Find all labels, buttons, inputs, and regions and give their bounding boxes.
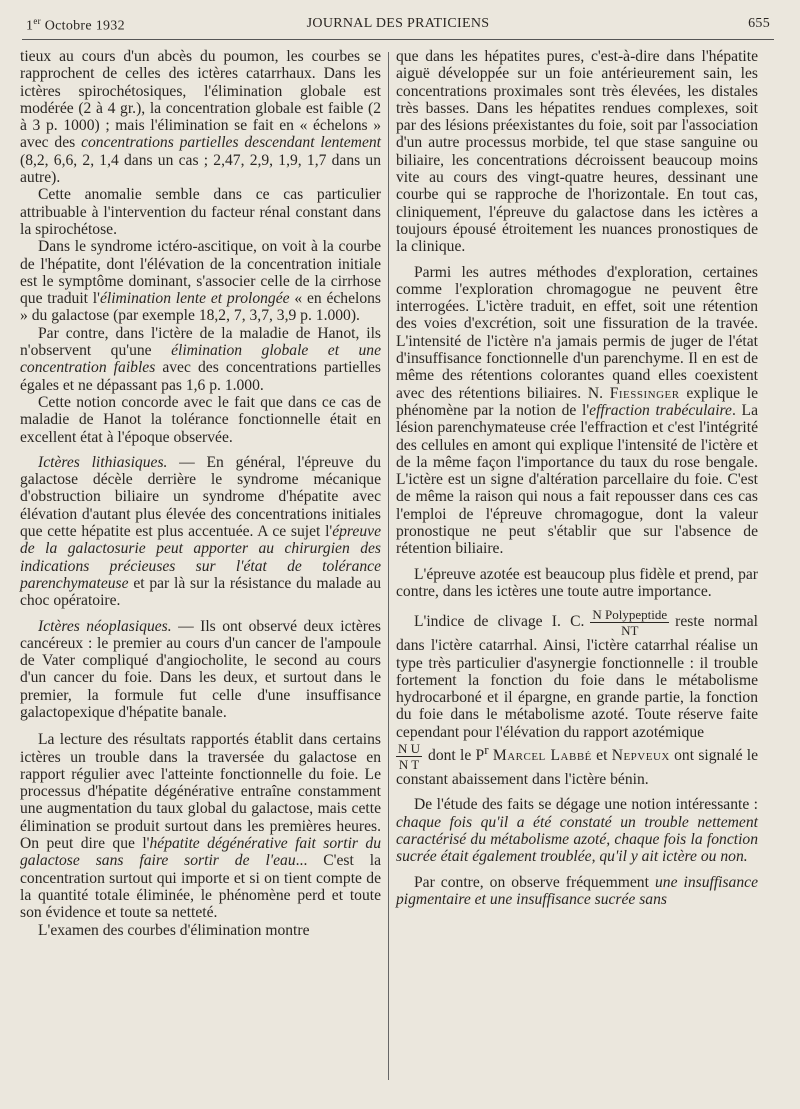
author-name: Fiessinger [609,384,680,402]
paragraph: Dans le syndrome ictéro-ascitique, on voit à la courbe de l'hépatite, dont l'élévation de la concentration initiale est le symptôme dominant, s'associer celle de la cirrhose que traduit l'élimination lente et prolongée « en échelons » du galactose (par exemple 18,2, 7, 3,7, 3,9 p. 1.000). [20,238,381,325]
paragraph: La lecture des résultats rapportés établit dans certains ictères un trouble dans la traversée du galactose en rapport régulier avec l'atteinte fonctionnelle du foie. Le processus d'hépatite dégénérative entraîne constamment une augmentation du taux global du galactose, mais cette élimination se produit surtout dans les premières heures. On peut dire que l'hépatite dégénérative fait sortir du galactose sans faire sortir de l'eau... C'est la concentration surtout qui importe et si on tient compte de la quantité totale éliminée, le phénomène perd et toute son évidence et toute sa netteté. [20,731,381,922]
paragraph: De l'étude des faits se dégage une notion intéressante : chaque fois qu'il a été constaté un trouble nettement caractérisé du métabolisme azoté, chaque fois la fonction sucrée était également troublée, qu'il y ait ictère ou non. [396,796,758,866]
issue-date: 1er Octobre 1932 [26,16,125,34]
section-title: Ictères lithiasiques. [38,453,168,471]
section-lithiasiques: Ictères lithiasiques. — En général, l'épreuve du galactose décèle derrière le syndrome mécanique d'obstruction biliaire un syndrome d'hépatite avec élévation d'autant plus élevée des concentrations initiales que cette hépatite est plus accentuée. A ce sujet l'épreuve de la galactosurie peut apporter au chirurgien des indications précieuses sur l'état de tolérance parenchymateuse et par là sur la résistance du malade au choc opératoire. [20,453,381,610]
paragraph: tieux au cours d'un abcès du poumon, les courbes se rapprochent de celles des ictères catarrhaux. Dans les ictères spirochétosiques, l'élimination globale est modérée (2 à 4 gr.), la concentration globale est faible (2 à 3 p. 1000) ; mais l'élimination se fait en « échelons » avec des concentrations partielles descendant lentement (8,2, 6,6, 2, 1,4 dans un cas ; 2,47, 2,9, 1,9, 1,7 dans un autre). [20,48,381,187]
column-divider [388,52,389,1080]
page-header [26,16,770,40]
journal-title: JOURNAL DES PRATICIENS [306,16,490,31]
paragraph: Cette notion concorde avec le fait que dans ce cas de maladie de Hanot la tolérance fonctionnelle était en excellent état à l'époque observée. [20,393,381,446]
author-name: Nepveux [611,747,670,765]
paragraph: L'épreuve azotée est beaucoup plus fidèle et prend, par contre, dans les ictères une toute autre importance. [396,565,758,600]
paragraph: L'examen des courbes d'élimination montre [38,921,310,939]
paragraph: que dans les hépatites pures, c'est-à-dire dans l'hépatite aiguë développée sur un foie antérieurement sain, les concentrations proximales sont très élevées, les distales très basses. Dans les hépatites rendues complexes, soit par des lésions préexistantes du foie, soit par l'association d'un autre processus morbide, tel que stase sanguine ou biliaire, les concentrations décroissent beaucoup moins vite au cours des vingt-quatre heures, dessinant une courbe qui se rapproche de l'horizontale. En tout cas, cliniquement, l'épreuve du galactose dans les ictères a toujours épousé étroitement les nuances pronostiques de la clinique. [396,48,758,256]
paragraph: Cette anomalie semble dans ce cas particulier attribuable à l'intervention du facteur rénal constant dans la spirochétose. [20,186,381,238]
fraction-nu-nt: $\frac{\text{N U}}{\text{N T}}$ [398,741,421,773]
paragraph: Par contre, dans l'ictère de la maladie de Hanot, ils n'observent qu'une élimination globale et une concentration faibles avec des concentrations partielles égales et ne dépassant pas 1,6 p. 1.000. [20,324,381,394]
left-column [20,48,381,939]
page-number: 655 [748,16,770,31]
header-rule [22,39,774,40]
fraction-polypeptide: $\frac{\text{N Polypeptide}}{NT}$ [592,607,668,639]
author-name: Marcel Labbé [492,747,592,765]
paragraph: Parmi les autres méthodes d'exploration, certaines comme l'exploration chromagogue ne peuvent être interrogées. L'ictère traduit, en effet, soit une rétention des voies d'excrétion, soit une fissuration de la travée. L'intensité de l'ictère n'a jamais permis de juger de l'état d'insuffisance fonctionnelle d'un parenchyme. Il en est de même des rétentions colorantes quand elles coexistent avec des rétentions biliaires. N. Fiessinger explique le phénomène par la notion de l'effraction trabéculaire. La lésion parenchymateuse crée l'effraction et c'est l'intégrité des cellules en amont qui explique l'intensité de l'ictère et de la même façon l'importance du taux du rose bengale. L'ictère est un signe d'altération parcellaire du foie. C'est de même la raison qui nous a fait repousser dans ces cas l'emploi de l'épreuve chromagogue, dont la valeur pronostique ne peut s'établir que sur l'absence de rétention biliaire. [396,263,759,558]
right-column [396,48,758,908]
section-title: Ictères néoplasiques. [38,617,172,635]
paragraph: L'indice de clivage I. C. $\frac{\text{N Polypeptide}}{NT}$ reste normal dans l'ictère catarrhal. Ainsi, l'ictère catarrhal réalise un type très particulier d'asynergie fonctionnelle : il trouble fortement la fonction du foie dans le métabolisme hydrocarboné et il épargne, en grande partie, la fonction du foie dans le métabolisme azoté. Toute réserve faite cependant pour l'élévation du rapport azotémique $\frac{\text{N U}}{\text{N T}}$ dont le $P^r$ Marcel Labbé et Nepveux ont signalé le constant abaissement dans l'ictère bénin. [396,607,759,789]
paragraph: Par contre, on observe fréquemment une insuffisance pigmentaire et une insuffisance sucrée sans [396,873,758,908]
section-neoplasiques: Ictères néoplasiques. — Ils ont observé deux ictères cancéreux : le premier au cours d'un cancer de l'ampoule de Vater compliqué d'angiocholite, le second au cours d'un cancer du foie. Dans les deux, et surtout dans le premier, la formule fut celle d'une insuffisance galactopexique d'hépatite banale. [20,617,381,721]
